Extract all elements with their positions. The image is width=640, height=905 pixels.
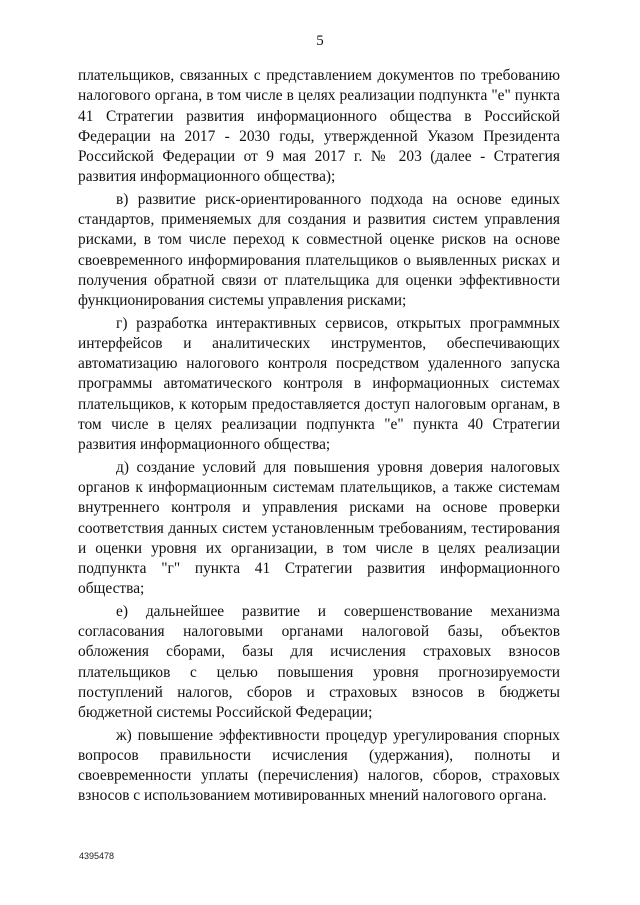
paragraph-item-v: в) развитие риск-ориентированного подхода на основе единых стандартов, применяемых для создания и развития систем управления рисками, в том числе переход к совместной оценке рисков на основе своевременного информирования плательщиков о выявленных рисках и получения обратной связи от плательщика для оценки эффективности функционирования системы управления рисками; (78, 190, 560, 310)
paragraph-item-e: е) дальнейшее развитие и совершенствование механизма согласования налоговыми органами налоговой базы, объектов обложения сборами, базы для исчисления страховых взносов плательщиков с целью повышения уровня прогнозируемости поступлений налогов, сборов и страховых взносов в бюджеты бюджетной системы Российской Федерации; (78, 602, 560, 722)
paragraph-continuation: плательщиков, связанных с представлением документов по требованию налогового органа, в том числе в целях реализации подпункта "е" пункта 41 Стратегии развития информационного общества в Российской Федерации на 2017 - 2030 годы, утвержденной Указом Президента Российской Федерации от 9 мая 2017 г. № 203 (далее - Стратегия развития информационного общества); (78, 67, 560, 186)
paragraph-item-g: г) разработка интерактивных сервисов, открытых программных интерфейсов и аналитических инструментов, обеспечивающих автоматизацию налогового контроля посредством удаленного запуска программы автоматического контроля в информационных системах плательщиков, к которым предоставляется доступ налоговым органам, в том числе в целях реализации подпункта "е" пункта 40 Стратегии развития информационного общества; (78, 314, 560, 454)
paragraph-item-d: д) создание условий для повышения уровня доверия налоговых органов к информационным системам плательщиков, а также системам внутреннего контроля и управления рисками на основе проверки соответствия данных систем установленным требованиям, тестирования и оценки уровня их организации, в том числе в целях реализации подпункта "г" пункта 41 Стратегии развития информационного общества; (78, 458, 560, 598)
document-code: 4395478 (79, 851, 115, 861)
page-number: 5 (316, 33, 324, 49)
paragraph-item-zh: ж) повышение эффективности процедур урегулирования спорных вопросов правильности исчисления (удержания), полноты и своевременности уплаты (перечисления) налогов, сборов, страховых взносов с использованием мотивированных мнений налогового органа. (78, 726, 560, 805)
document-body (78, 66, 560, 807)
